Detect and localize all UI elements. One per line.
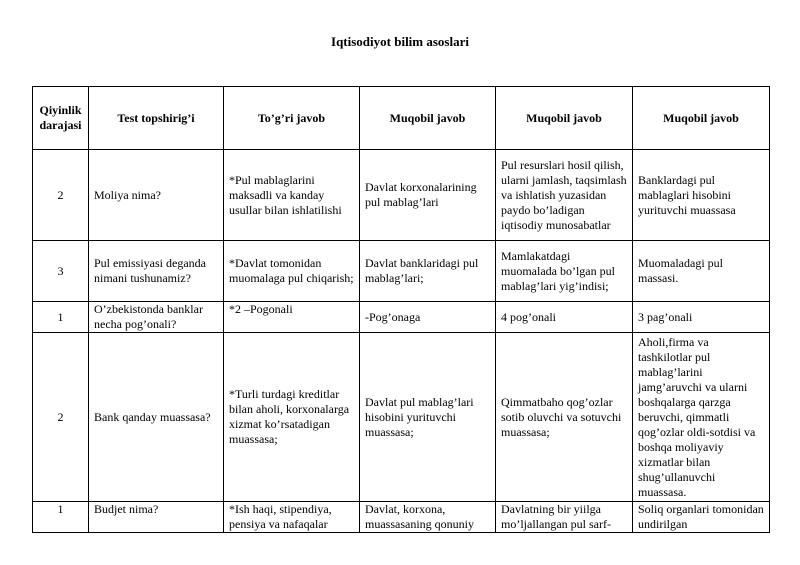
cell-alternative-answer-3: Banklardagi pul mablaglari hisobini yurituvchi muassasa (633, 150, 770, 241)
cell-alternative-answer-2: Mamlakatdagi muomalada bo’lgan pul mablag’lari yig’indisi; (496, 241, 633, 302)
cell-alternative-answer-2: 4 pog’onali (496, 302, 633, 333)
header-correct-answer: To’g’ri javob (224, 87, 360, 150)
header-alternative-answer-1: Muqobil javob (360, 87, 496, 150)
cell-alternative-answer-2-text: Davlatning bir yiilga mo’ljallangan pul sarf- (501, 502, 611, 531)
cell-alternative-answer-3: Aholi,firma va tashkilotlar pul mablag’larini jamg’aruvchi va ularni boshqalarga qarzga beruvchi, qimmatli qog’ozlar oldi-sotdisi va boshqa moliyaviy xizmatlar bilan shug’ullanuvchi muassasa. (633, 333, 770, 502)
header-alternative-answer-3: Muqobil javob (633, 87, 770, 150)
header-difficulty: Qiyinlik darajasi (33, 87, 89, 150)
cell-alternative-answer-2 (496, 502, 633, 533)
cell-correct-answer: *2 –Pogonali (224, 302, 360, 333)
cell-alternative-answer-1: Davlat pul mablag’lari hisobini yurituvchi muassasa; (360, 333, 496, 502)
cell-alternative-answer-1 (360, 502, 496, 533)
test-table (32, 86, 770, 533)
table-row (33, 241, 770, 302)
table-header-row (33, 87, 770, 150)
cell-alternative-answer-3-text: Soliq organlari tomonidan undirilgan (638, 502, 764, 531)
cell-alternative-answer-3: Muomaladagi pul massasi. (633, 241, 770, 302)
table-row (33, 150, 770, 241)
table-row (33, 502, 770, 533)
cell-question: Bank qanday muassasa? (89, 333, 224, 502)
cell-alternative-answer-1: -Pog’onaga (360, 302, 496, 333)
header-question: Test topshirig’i (89, 87, 224, 150)
cell-level: 2 (33, 333, 89, 502)
table-row (33, 302, 770, 333)
document-title: Iqtisodiyot bilim asoslari (331, 34, 469, 49)
cell-alternative-answer-1-text: Davlat, korxona, muassasaning qonuniy (365, 502, 474, 531)
cell-question (89, 502, 224, 533)
cell-alternative-answer-1: Davlat korxonalarining pul mablag’lari (360, 150, 496, 241)
cell-correct-answer: *Pul mablaglarini maksadli va kanday usullar bilan ishlatilishi (224, 150, 360, 241)
cell-level (33, 502, 89, 533)
cell-correct-answer (224, 502, 360, 533)
cell-question: Pul emissiyasi deganda nimani tushunamiz? (89, 241, 224, 302)
cell-question: O’zbekistonda banklar necha pog’onali? (89, 302, 224, 333)
cell-alternative-answer-2: Qimmatbaho qog’ozlar sotib oluvchi va sotuvchi muassasa; (496, 333, 633, 502)
cell-alternative-answer-2: Pul resurslari hosil qilish, ularni jamlash, taqsimlash va ishlatish yuzasidan paydo bo’ladigan iqtisodiy munosabatlar (496, 150, 633, 241)
cell-alternative-answer-3: 3 pag’onali (633, 302, 770, 333)
cell-alternative-answer-3 (633, 502, 770, 533)
cell-level: 2 (33, 150, 89, 241)
cell-question-text: Budjet nima? (94, 502, 159, 516)
cell-alternative-answer-1: Davlat banklaridagi pul mablag’lari; (360, 241, 496, 302)
header-alternative-answer-2: Muqobil javob (496, 87, 633, 150)
cell-level: 3 (33, 241, 89, 302)
cell-correct-answer: *Davlat tomonidan muomalaga pul chiqarish; (224, 241, 360, 302)
cell-level-text: 1 (57, 502, 64, 516)
cell-level: 1 (33, 302, 89, 333)
table-row (33, 333, 770, 502)
cell-correct-answer: *Turli turdagi kreditlar bilan aholi, korxonalarga xizmat ko’rsatadigan muassasa; (224, 333, 360, 502)
cell-question: Moliya nima? (89, 150, 224, 241)
cell-correct-answer-text: *Ish haqi, stipendiya, pensiya va nafaqalar (229, 502, 332, 531)
